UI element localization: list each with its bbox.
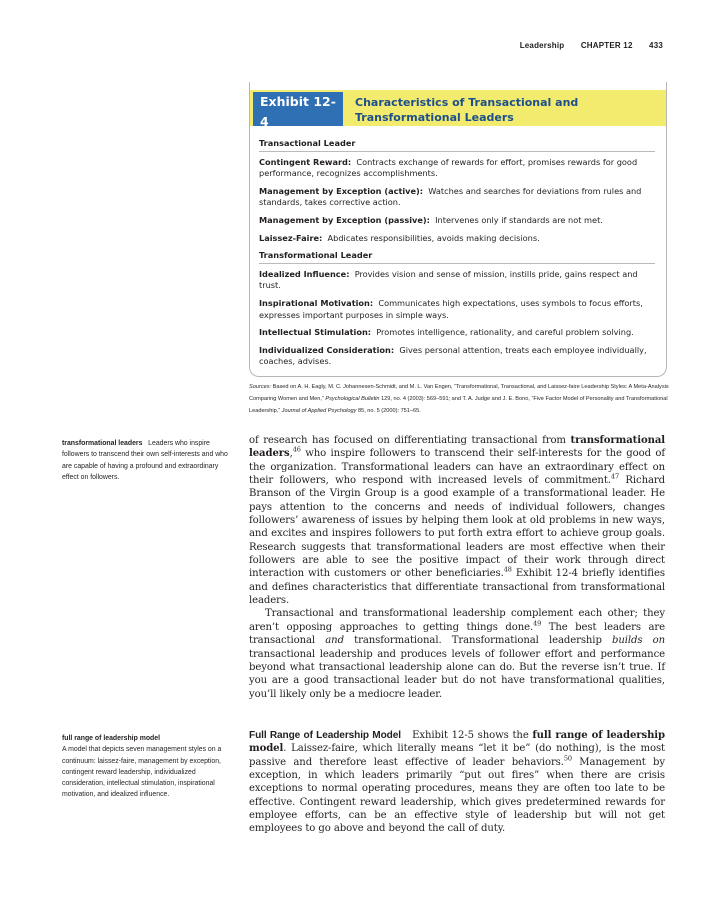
emphasis: and: [325, 635, 344, 647]
exhibit-header: [250, 90, 666, 129]
entry-term: Laissez-Faire:: [259, 232, 323, 243]
text-run: The best leaders are transactional: [249, 621, 666, 647]
paragraph: [249, 729, 665, 836]
entry-term: Individualized Consideration:: [259, 344, 395, 355]
exhibit-label: Exhibit 12-4: [253, 92, 343, 126]
text-run: who inspire followers to transcend their self-interests for the good of the organization. Transformational leaders can have an extraordinary effect on their followers, who respond with increased levels of commitment.: [249, 448, 666, 487]
body-text-lower: [249, 729, 665, 836]
entry-text: Provides vision and sense of mission, instills pride, gains respect and trust.: [259, 268, 638, 291]
paragraph: of research has focused on differentiating transactional from transformational leaders,$^{46}$ who inspire followers to transcend their self-interests for the good of the organization. Transformational leaders can have an extraordinary effect on their followers, who respond with increased levels of commitment.$^{47}$ Richard Branson of the Virgin Group is a good example of a transformational leader. He pays attention to the concerns and needs of individual followers, changes followers’ awareness of issues by helping them look at old problems in new ways, and excites and inspires followers to put forth extra effort to achieve group goals. Research suggests that transformational leaders are most effective when their followers are able to see the positive impact of their work through direct interaction with customers or other beneficiaries.$^{48}$ Exhibit 12-4 briefly identifies and defines characteristics that differentiate transactional from transformational leaders.: [249, 435, 666, 607]
entry-text: Abdicates responsibilities, avoids making decisions.: [327, 232, 540, 243]
text-run: . Laissez-faire, which literally means “let it be” (do nothing), is the most passive and therefore least effective of leader behaviors.: [249, 743, 665, 768]
text-run: Transactional and transformational leadership complement each other; they aren’t opposing approaches to getting things done.: [249, 608, 665, 633]
footnote-ref: 47: [610, 472, 619, 481]
entry-term: Inspirational Motivation:: [259, 297, 374, 308]
footnote-ref: 48: [503, 566, 512, 575]
body-text-upper: [249, 434, 665, 701]
entry-term: Idealized Influence:: [259, 268, 350, 279]
text-run: Exhibit 12-5 shows the: [412, 730, 529, 741]
margin-term: full range of leadership model: [62, 735, 161, 742]
sources-text: 129, no. 4 (2003): 569–591; and T. A. Judge and J. E. Bono, “Five Factor Model of Personality and Transformational Leadership,”: [249, 396, 668, 414]
emphasis: builds on: [612, 635, 666, 647]
footnote-ref: 50: [563, 754, 572, 763]
text-run: Richard Branson of the Virgin Group is a good example of a transformational leader. He pays attention to the concerns and needs of individual followers, changes followers’ awareness of issues by helping them look at old problems in new ways, and excites and inspires followers to put forth extra effort to achieve group goals. Research suggests that transformational leaders are most effective when their followers are able to see the positive impact of their work through direct interaction with customers or other beneficiaries.: [249, 475, 665, 580]
sources-prefix: Sources:: [249, 384, 272, 390]
margin-definition-text: Leaders who inspire followers to transcend their own self-interests and who are capable of having a profound and extraordinary effect on followers.: [62, 440, 228, 481]
margin-definition: [62, 733, 228, 801]
exhibit-sources: [249, 381, 669, 417]
entry-term: Intellectual Stimulation:: [259, 327, 372, 338]
entry-text: Contracts exchange of rewards for effort, promises rewards for good performance, recognizes accomplishments.: [259, 156, 638, 179]
text-run: of research has focused on differentiating transactional from: [249, 435, 566, 446]
exhibit-entry: [259, 327, 655, 339]
exhibit-entry: [259, 215, 655, 227]
exhibit-body: [259, 138, 655, 374]
margin-definition: [62, 438, 228, 483]
entry-text: Promotes intelligence, rationality, and careful problem solving.: [376, 327, 634, 338]
entry-term: Management by Exception (passive):: [259, 214, 430, 225]
paragraph: [249, 607, 665, 700]
exhibit-entry: [259, 269, 655, 292]
key-term: full range of leadership model: [249, 730, 665, 755]
exhibit-box: [249, 82, 667, 377]
margin-definition-text: A model that depicts seven management styles on a continuum: laissez-faire, management by exception, contingent reward leadership, individualized consideration, intellectual stimulation, inspirational motivation, and idealized influence.: [62, 746, 222, 799]
exhibit-entry: [259, 345, 655, 368]
section-heading: Transformational Leader: [259, 250, 655, 264]
running-head: [520, 41, 663, 50]
sources-text: 85, no. 5 (2000): 751–65.: [357, 408, 421, 414]
subsection-heading: Full Range of Leadership Model: [249, 730, 401, 741]
sources-journal: Psychological Bulletin: [325, 396, 380, 402]
entry-text: Communicates high expectations, uses symbols to focus efforts, expresses important purposes in simple ways.: [259, 297, 643, 320]
sources-text: Based on A. H. Eagly, M. C. Johannesen-Schmidt, and M. L. Van Engen, “Transformational, Transactional, and Laissez-faire Leadership Styles: A Meta-Analysis Comparing Women and Men,”: [249, 384, 669, 402]
section-heading: Transactional Leader: [259, 138, 655, 152]
text-run: Exhibit 12-4 briefly identifies and defines characteristics that differentiate transactional from transformational leaders.: [249, 568, 666, 607]
running-head-chapter: CHAPTER 12: [580, 41, 633, 50]
text-run: transformational. Transformational leadership: [354, 635, 602, 647]
exhibit-title: Characteristics of Transactional and Transformational Leaders: [355, 96, 579, 124]
text-run: Management by exception, in which leaders primarily “put out fires” when there are crisis exceptions to normal operating procedures, means they are often too late to be effective. Contingent reward leadership, which gives predetermined rewards for employee efforts, can be an effective style of leadership but will not get employees to go above and beyond the call of duty.: [249, 756, 666, 835]
entry-text: Gives personal attention, treats each employee individually, coaches, advises.: [259, 344, 647, 367]
footnote-ref: 46: [292, 445, 301, 454]
margin-term: transformational leaders: [62, 440, 143, 447]
entry-term: Contingent Reward:: [259, 156, 352, 167]
entry-term: Management by Exception (active):: [259, 185, 424, 196]
exhibit-entry: [259, 233, 655, 245]
page-number: 433: [649, 41, 663, 50]
running-head-section: Leadership: [519, 41, 565, 50]
exhibit-entry: [259, 186, 655, 209]
exhibit-entry: [259, 298, 655, 321]
sources-journal: Journal of Applied Psychology: [281, 408, 357, 414]
exhibit-entry: [259, 157, 655, 180]
entry-text: Watches and searches for deviations from rules and standards, takes corrective action.: [259, 185, 642, 208]
text-run: transactional leadership and produces levels of follower effort and performance beyond what transactional leadership alone can do. But the reverse isn’t true. If you are a good transactional leader but do not have transformational qualities, you’ll likely only be a mediocre leader.: [249, 648, 665, 700]
footnote-ref: 49: [533, 619, 542, 628]
entry-text: Intervenes only if standards are not met.: [435, 214, 603, 225]
key-term: transformational leaders: [249, 435, 666, 460]
